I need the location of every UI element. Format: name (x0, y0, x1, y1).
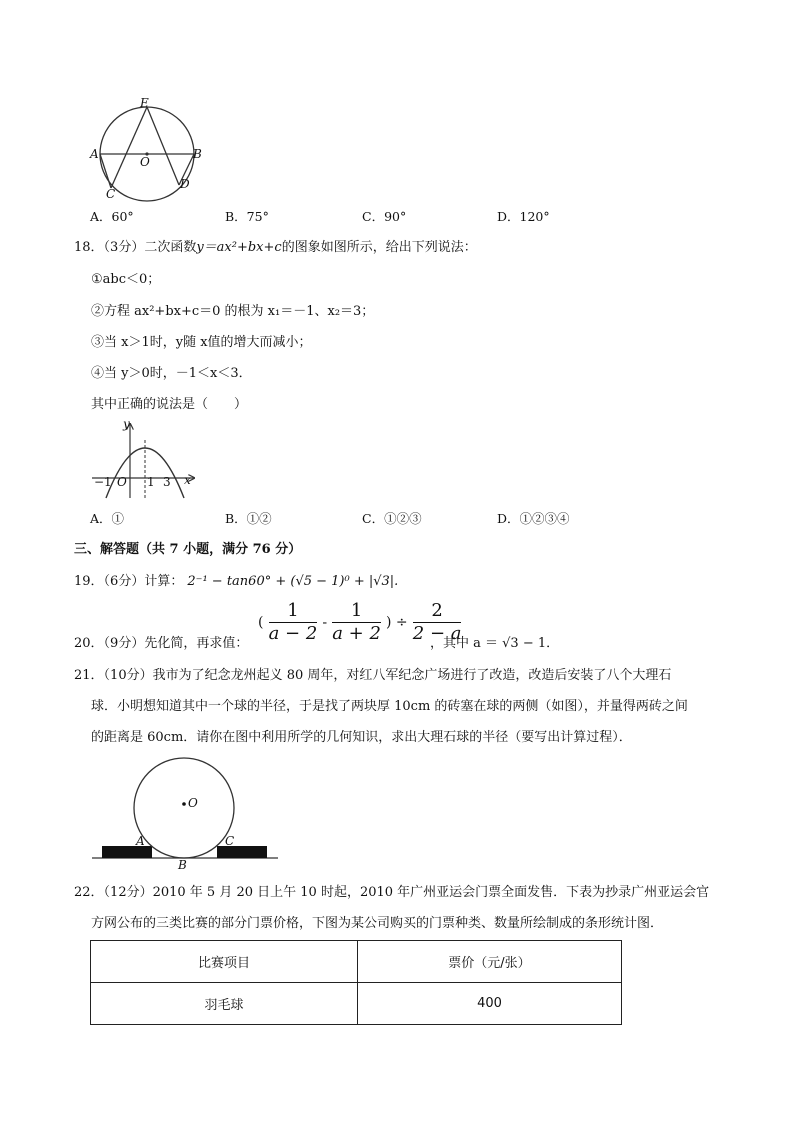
q21-line-1: 21．（10分）我市为了纪念龙州起义 80 周年，对红八军纪念广场进行了改造，改造后安装了八个大理石 (74, 668, 672, 683)
bottom-point-label: B (178, 858, 187, 872)
table-cell-event: 羽毛球 (91, 983, 358, 1025)
q18-stem-tail: 的图象如图所示，给出下列说法： (281, 240, 477, 255)
table-header-price: 票价（元/张） (358, 941, 622, 983)
q18-function: y＝ax²+bx+c (196, 240, 282, 255)
q18-statement-4: ④当 y＞0时，－1＜x＜3． (91, 366, 252, 381)
fraction-1: $\frac{1}{a - 2}$ (268, 600, 318, 644)
contact-label-a: A (136, 834, 145, 848)
origin-label: O (117, 475, 127, 489)
q18-statement-1: ①abc＜0； (91, 272, 161, 287)
point-label-o: O (140, 155, 150, 169)
tick-label-1: 1 (147, 475, 155, 489)
q21-line-2: 球．小明想知道其中一个球的半径，于是找了两块厚 10cm 的砖塞在球的两侧（如图），并量得两砖之间 (91, 699, 688, 714)
q18-statement-2: ②方程 ax²+bx+c＝0 的根为 x₁＝－1、x₂＝3； (91, 304, 375, 319)
section-heading: 三、解答题（共 7 小题，满分 76 分） (74, 542, 302, 557)
tick-label-3: 3 (163, 475, 171, 489)
q20-expression: ( $\frac{1}{a - 2}$ - $\frac{1}{a + 2}$ ) ÷ $\frac{2}{2 - a}$ (258, 600, 462, 644)
point-label-d: D (180, 177, 190, 191)
q21-line-3: 的距离是 60cm．请你在图中利用所学的几何知识，求出大理石球的半径（要写出计算过程）． (91, 730, 632, 745)
q18-option-a: A．① (90, 511, 125, 526)
q18-option-c: C．①②③ (362, 511, 422, 526)
contact-label-c: C (225, 834, 235, 848)
q18-number: 18．（3分）二次函数 (74, 240, 197, 255)
q19-number: 19．（6分）计算： (74, 574, 184, 589)
ball-center-label: O (188, 796, 198, 810)
circle-chord-figure (86, 94, 210, 204)
tick-label-neg1: −1 (94, 475, 112, 489)
point-label-e: E (140, 96, 149, 110)
q18-stem (74, 240, 477, 256)
fraction-2: $\frac{1}{a + 2}$ (332, 600, 381, 644)
q18-statement-3: ③当 x＞1时，y随 x值的增大而减小； (91, 335, 312, 350)
table-header-row (91, 941, 622, 983)
q22-line-1: 22．（12分）2010 年 5 月 20 日上午 10 时起，2010 年广州亚运会门票全面发售．下表为抄录广州亚运会官 (74, 885, 710, 900)
point-label-c: C (106, 187, 116, 201)
fraction-3: $\frac{2}{2 - a}$ (412, 600, 462, 644)
ticket-price-table (90, 940, 622, 1025)
q18-question: 其中正确的说法是（ ） (91, 397, 248, 412)
axis-label-y: y (123, 417, 130, 431)
q19-expression: 2⁻¹ − tan60° + (√5 − 1)⁰ + |√3|. (187, 574, 399, 589)
q18-option-b: B．①② (225, 511, 272, 526)
point-label-a: A (90, 147, 99, 161)
point-label-b: B (193, 147, 202, 161)
q17-option-a: A．60° (90, 209, 134, 224)
q17-option-b: B．75° (225, 209, 269, 224)
q19 (74, 574, 398, 590)
axis-label-x: x (184, 473, 191, 487)
q20-condition: ，其中 a ＝ √3 − 1． (430, 636, 560, 651)
table-cell-price: 400 (358, 983, 622, 1025)
q17-option-c: C．90° (362, 209, 407, 224)
q22-line-2: 方网公布的三类比赛的部分门票价格，下图为某公司购买的门票种类、数量所绘制成的条形统计图． (91, 916, 664, 931)
table-row (91, 983, 622, 1025)
q17-option-d: D．120° (497, 209, 550, 224)
q20-label: 20．（9分）先化简，再求值： (74, 636, 249, 651)
ball-bricks-figure (88, 755, 288, 865)
q18-option-d: D．①②③④ (497, 511, 570, 526)
table-header-event: 比赛项目 (91, 941, 358, 983)
